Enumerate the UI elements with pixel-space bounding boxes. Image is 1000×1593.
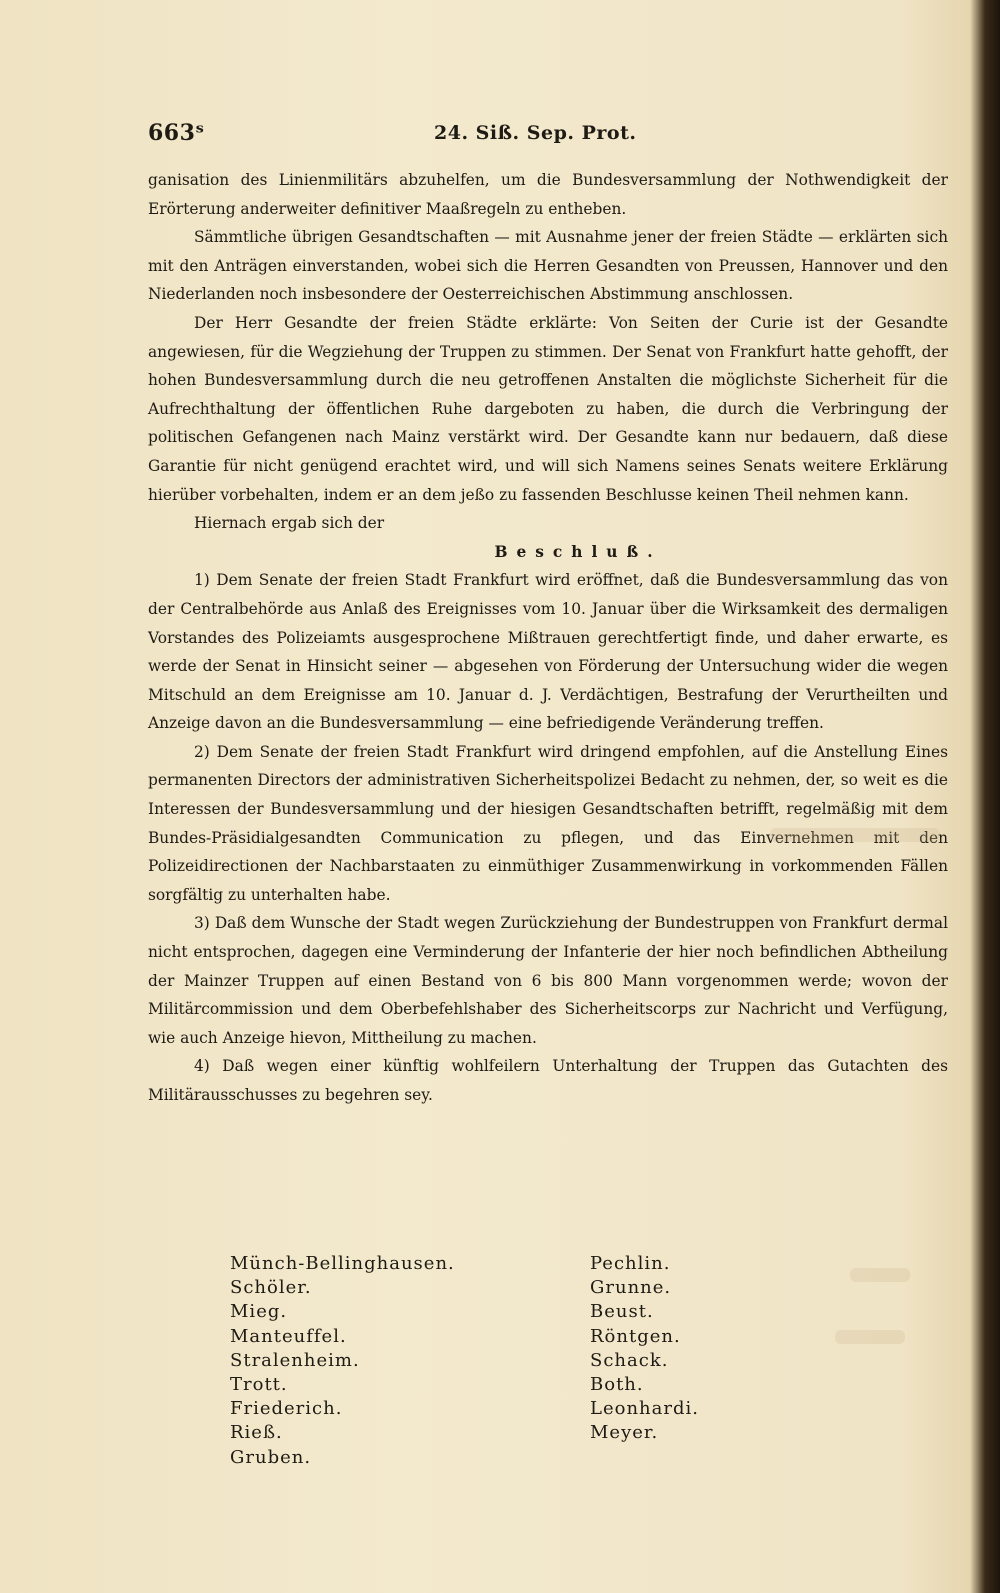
beschluss-heading: Beschluß.	[494, 542, 662, 561]
body-text	[148, 166, 948, 1110]
signature: Both.	[590, 1374, 644, 1396]
signature: Grunne.	[590, 1277, 672, 1299]
signature: Beust.	[590, 1301, 654, 1323]
signature: Mieg.	[230, 1301, 288, 1323]
bleed-through-mark	[770, 828, 940, 842]
bleed-through-mark	[835, 1330, 905, 1344]
signature: Gruben.	[230, 1446, 312, 1468]
signature: Stralenheim.	[230, 1349, 360, 1371]
paragraph-hiernach: Hiernach ergab sich der	[194, 514, 385, 533]
page-number: 663ˢ	[148, 120, 205, 146]
paragraph-continuation: ganisation des Linienmilitärs abzuhelfen, um die Bundesversammlung der Nothwendigkeit der Erörterung anderweiter definitiver Maaßregeln zu entheben.	[148, 171, 948, 218]
signature: Manteuffel.	[230, 1325, 347, 1347]
signature-block	[230, 1252, 790, 1472]
signature: Pechlin.	[590, 1253, 671, 1274]
paragraph-other-legations: Sämmtliche übrigen Gesandtschaften — mit Ausnahme jener der freien Städte — erklärten sich mit den Anträgen einverstanden, wobei sich die Herren Gesandten von Preussen, Hannover und den Niederlanden noch insbesondere der Oesterreichischen Abstimmung anschlossen.	[148, 228, 948, 304]
signature: Schöler.	[230, 1277, 312, 1299]
resolution-3: 3) Daß dem Wunsche der Stadt wegen Zurückziehung der Bundestruppen von Frankfurt dermal nicht entsprochen, dagegen eine Verminderung der Infanterie der hier noch befindlichen Abtheilung der Mainzer Truppen auf einen Bestand von 6 bis 800 Mann vorgenommen werde; wovon der Militärcommission und dem Oberbefehlshaber des Sicherheitscorps zur Nachricht und Verfügung, wie auch Anzeige hievon, Mittheilung zu machen.	[148, 914, 948, 1047]
signatures-left-column	[230, 1252, 530, 1470]
signature: Meyer.	[590, 1422, 659, 1444]
signature: Trott.	[230, 1374, 288, 1396]
signature: Röntgen.	[590, 1325, 681, 1347]
resolution-4: 4) Daß wegen einer künftig wohlfeilern Unterhaltung der Truppen das Gutachten des Militärausschusses zu begehren sey.	[148, 1057, 948, 1104]
page-header	[148, 120, 948, 150]
signature: Rieß.	[230, 1422, 283, 1444]
signature: Leonhardi.	[590, 1398, 699, 1420]
running-head: 24. Siß. Sep. Prot.	[434, 122, 637, 144]
signatures-right-column	[590, 1252, 890, 1446]
signature: Schack.	[590, 1349, 669, 1371]
resolution-1: 1) Dem Senate der freien Stadt Frankfurt wird eröffnet, daß die Bundesversammlung das von der Centralbehörde aus Anlaß des Ereignisses vom 10. Januar über die Wirksamkeit des dermaligen Vorstandes des Polizeiamts ausgesprochene Mißtrauen gerechtfertigt finde, und daher erwarte, es werde der Senat in Hinsicht seiner — abgesehen von Förderung der Untersuchung wider die wegen Mitschuld an dem Ereignisse am 10. Januar d. J. Verdächtigen, Bestrafung der Verurtheilten und Anzeige davon an die Bundesversammlung — eine befriedigende Veränderung treffen.	[148, 571, 948, 733]
bleed-through-mark	[850, 1268, 910, 1282]
paragraph-free-cities-statement: Der Herr Gesandte der freien Städte erklärte: Von Seiten der Curie ist der Gesandte angewiesen, für die Wegziehung der Truppen zu stimmen. Der Senat von Frankfurt hatte gehofft, der hohen Bundesversammlung durch die neu getroffenen Anstalten die möglichste Sicherheit für die Aufrechthaltung der öffentlichen Ruhe dargeboten zu haben, die durch die Verbringung der politischen Gefangenen nach Mainz verstärkt wird. Der Gesandte kann nur bedauern, daß diese Garantie für nicht genügend erachtet wird, und will sich Namens seines Senats weitere Erklärung hierüber vorbehalten, indem er an dem jeßo zu fassenden Beschlusse keinen Theil nehmen kann.	[148, 313, 948, 504]
resolution-2: 2) Dem Senate der freien Stadt Frankfurt wird dringend empfohlen, auf die Anstellung Eines permanenten Directors der administrativen Sicherheitspolizei Bedacht zu nehmen, der, so weit es die Interessen der Bundesversammlung und der hiesigen Gesandtschaften betrifft, regelmäßig mit dem Bundes-Präsidialgesandten Communication zu pflegen, und das Einvernehmen mit den Polizeidirectionen der Nachbarstaaten zu einmüthiger Zusammenwirkung in vorkommenden Fällen sorgfältig zu unterhalten habe.	[148, 742, 948, 904]
signature: Münch-Bellinghausen.	[230, 1253, 455, 1274]
signature: Friederich.	[230, 1398, 343, 1420]
